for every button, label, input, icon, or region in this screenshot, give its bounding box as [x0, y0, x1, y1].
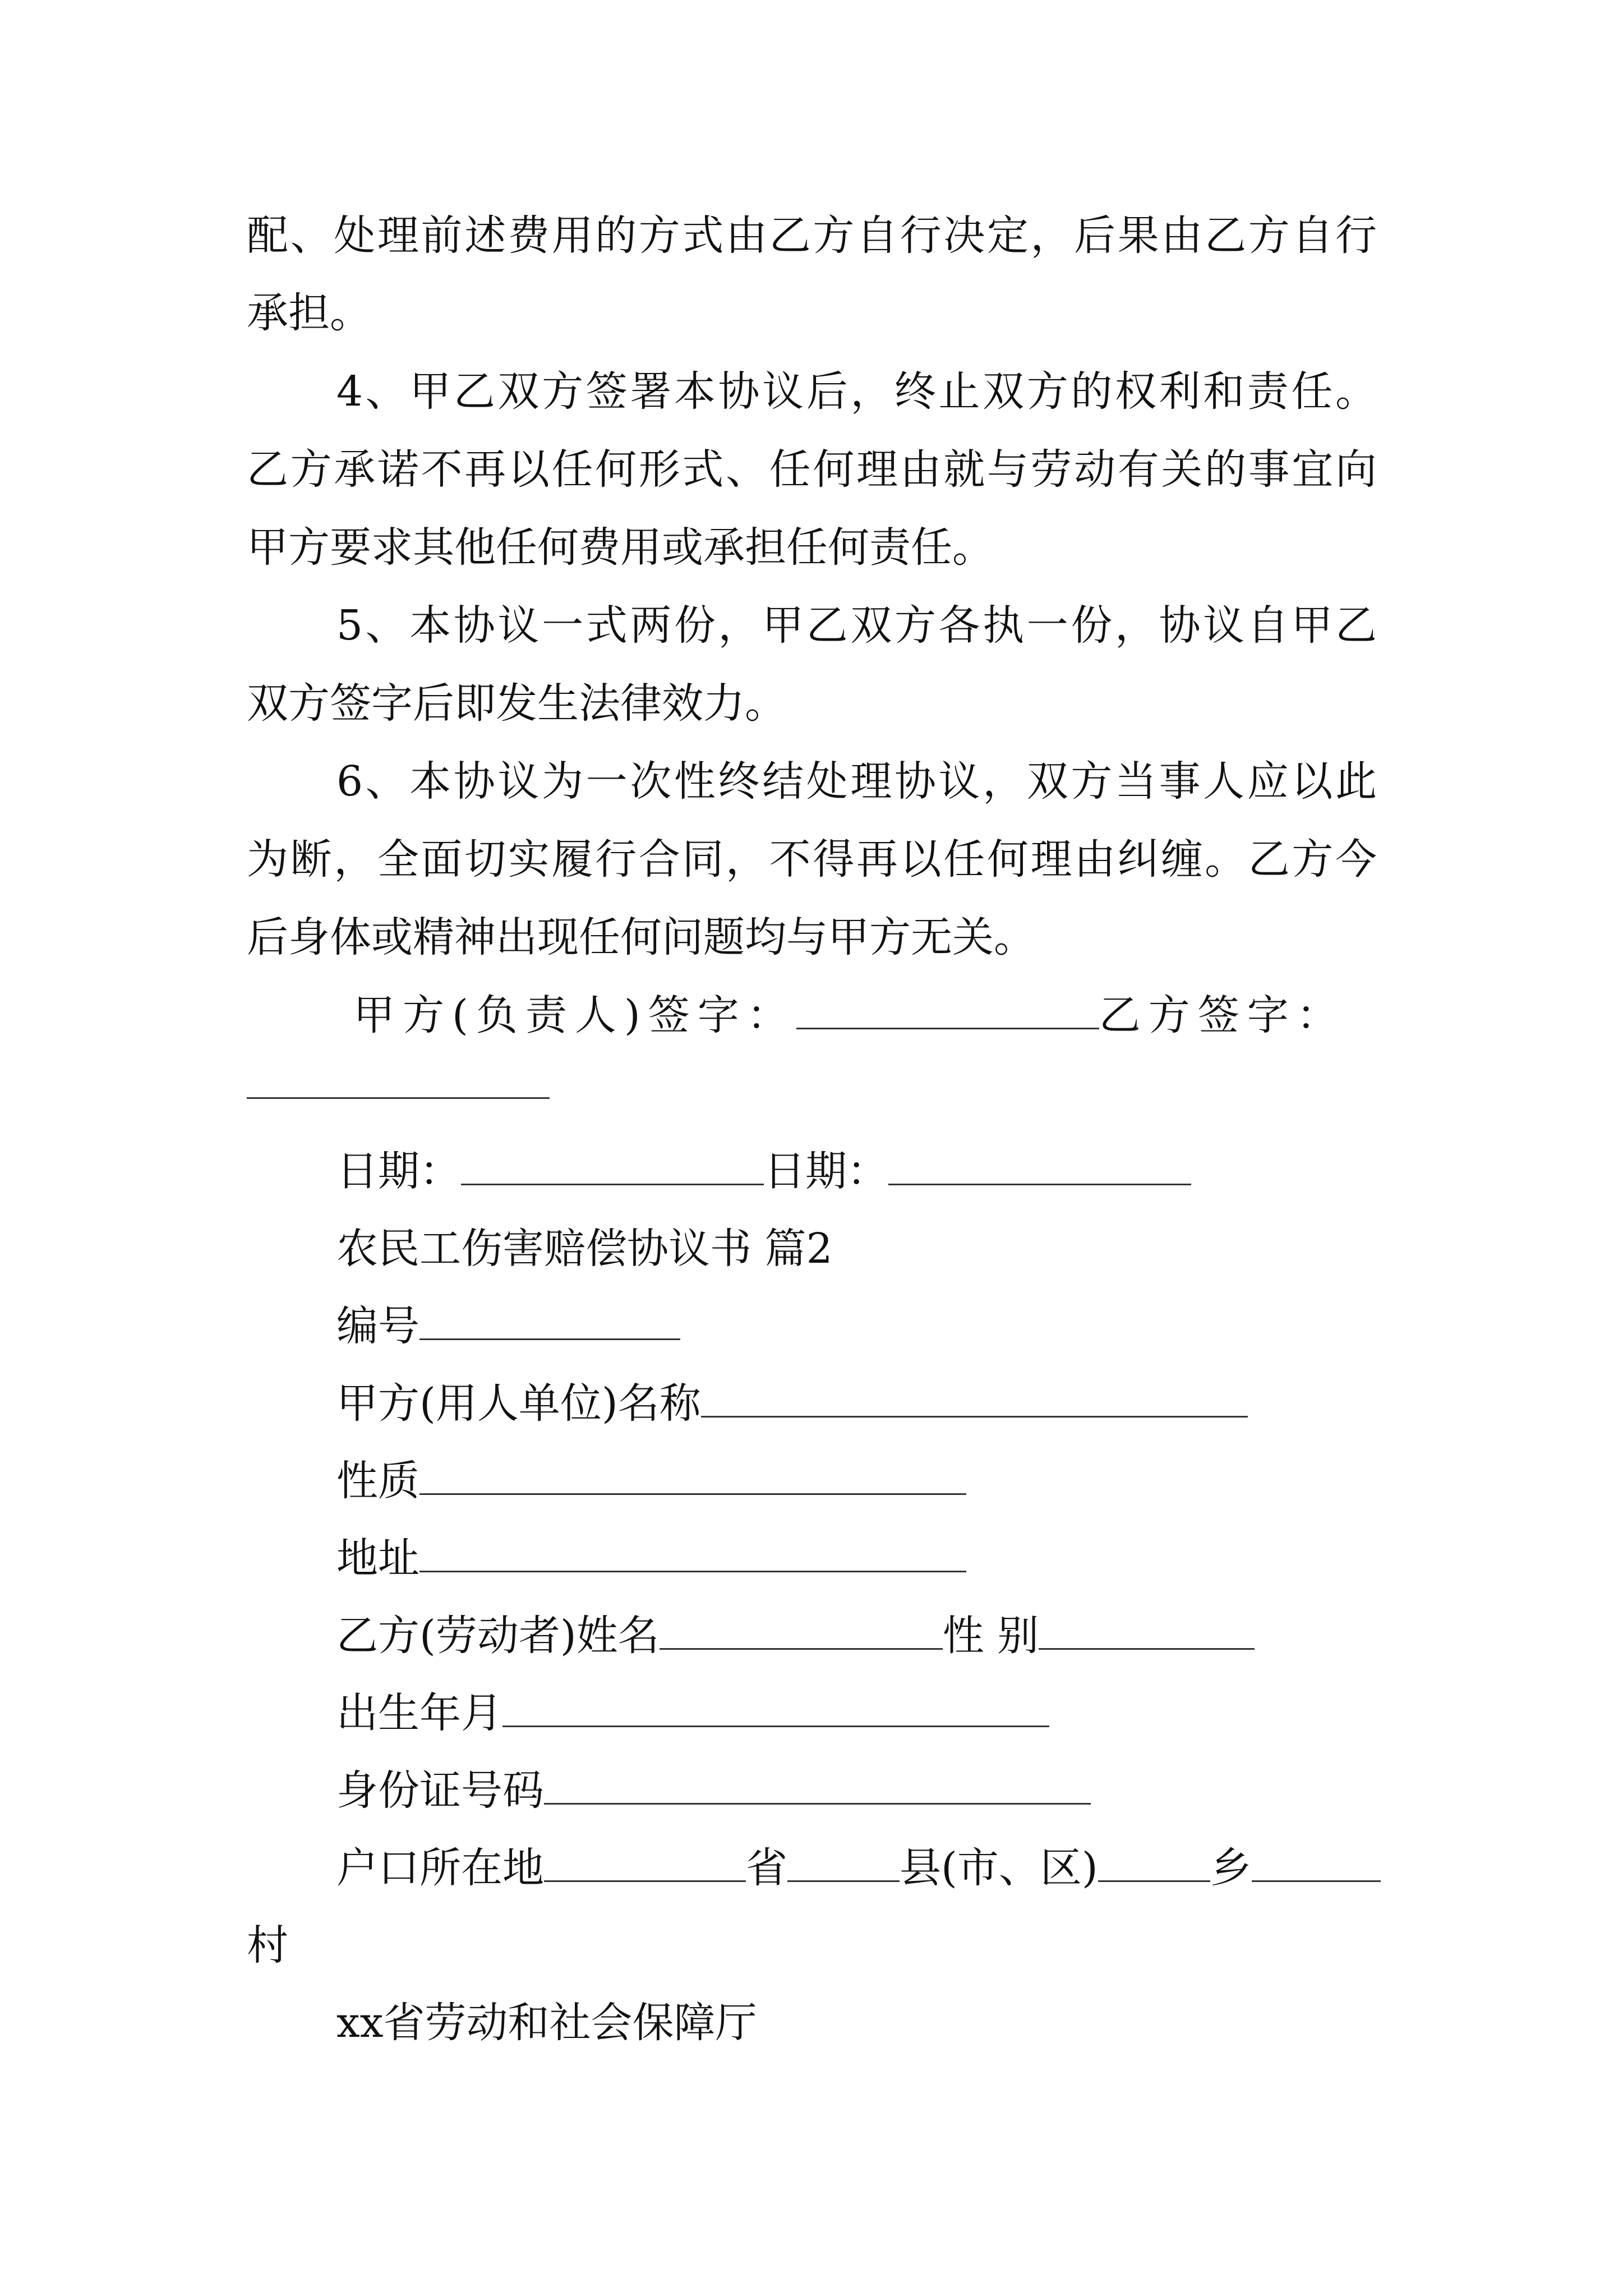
paragraph-4-line-3: 甲方要求其他任何费用或承担任何责任。	[247, 523, 994, 572]
signature-row	[353, 987, 1346, 1043]
party-b-signature-blank[interactable]	[247, 1060, 550, 1099]
section-title: 农民工伤害赔偿协议书 篇2	[336, 1225, 833, 1273]
party-a-name-label: 甲方(用人单位)名称	[336, 1379, 701, 1428]
address-row	[336, 1530, 966, 1586]
paragraph-4-line-1: 4、甲乙双方签署本协议后，终止双方的权利和责任。	[336, 367, 1377, 416]
paragraph-4-line-2: 乙方承诺不再以任何形式、任何理由就与劳动有关的事宜向	[247, 445, 1377, 494]
date-b-label: 日期：	[764, 1147, 888, 1195]
village-label: 村	[247, 1921, 288, 1970]
hukou-label: 户口所在地	[336, 1844, 544, 1892]
paragraph-3-line-1: 配、处理前述费用的方式由乙方自行决定，后果由乙方自行	[247, 211, 1377, 260]
gender-blank[interactable]	[1039, 1609, 1255, 1650]
paragraph-5-line-2: 双方签字后即发生法律效力。	[247, 679, 786, 728]
party-b-name-label: 乙方(劳动者)姓名	[336, 1612, 660, 1660]
nature-row	[336, 1453, 966, 1509]
number-label: 编号	[336, 1302, 419, 1350]
paragraph-6-line-3: 后身体或精神出现任何问题均与甲方无关。	[247, 913, 1035, 961]
id-number-blank[interactable]	[544, 1764, 1091, 1805]
date-row	[336, 1143, 1191, 1199]
paragraph-6-line-1: 6、本协议为一次性终结处理协议，双方当事人应以此	[336, 757, 1377, 806]
party-b-name-blank[interactable]	[660, 1609, 943, 1650]
paragraph-6-line-2: 为断，全面切实履行合同，不得再以任何理由纠缠。乙方今	[247, 835, 1377, 884]
paragraph-3-line-2: 承担。	[247, 289, 371, 337]
hukou-row	[336, 1840, 1381, 1896]
party-a-name-row	[336, 1375, 1248, 1432]
address-blank[interactable]	[419, 1531, 966, 1572]
date-a-blank[interactable]	[461, 1144, 764, 1185]
nature-label: 性质	[336, 1457, 419, 1505]
township-blank[interactable]	[1098, 1841, 1210, 1882]
date-b-blank[interactable]	[888, 1144, 1191, 1185]
paragraph-5-line-1: 5、本协议一式两份，甲乙双方各执一份，协议自甲乙	[336, 601, 1377, 650]
party-a-signature-blank[interactable]	[796, 988, 1099, 1029]
party-b-signature-label: 乙方签字：	[1099, 991, 1346, 1039]
department-name: xx省劳动和社会保障厅	[336, 1999, 757, 2047]
birth-row	[336, 1685, 1049, 1741]
nature-blank[interactable]	[419, 1454, 966, 1495]
number-blank[interactable]	[419, 1299, 680, 1340]
id-number-label: 身份证号码	[336, 1766, 544, 1815]
county-blank[interactable]	[787, 1841, 900, 1882]
date-a-label: 日期：	[336, 1147, 461, 1195]
party-a-signature-label: 甲方(负责人)签字：	[353, 991, 796, 1039]
province-label: 省	[746, 1844, 787, 1892]
province-blank[interactable]	[544, 1841, 746, 1882]
party-b-name-row	[336, 1608, 1255, 1664]
id-number-row	[336, 1763, 1091, 1819]
address-label: 地址	[336, 1534, 419, 1582]
gender-label: 性 别	[942, 1612, 1039, 1660]
county-label: 县(市、区)	[900, 1844, 1098, 1892]
birth-blank[interactable]	[502, 1686, 1049, 1727]
township-label: 乡	[1210, 1844, 1252, 1892]
party-a-name-blank[interactable]	[701, 1377, 1248, 1418]
number-row	[336, 1298, 680, 1354]
birth-label: 出生年月	[336, 1689, 502, 1737]
village-blank[interactable]	[1252, 1841, 1381, 1882]
